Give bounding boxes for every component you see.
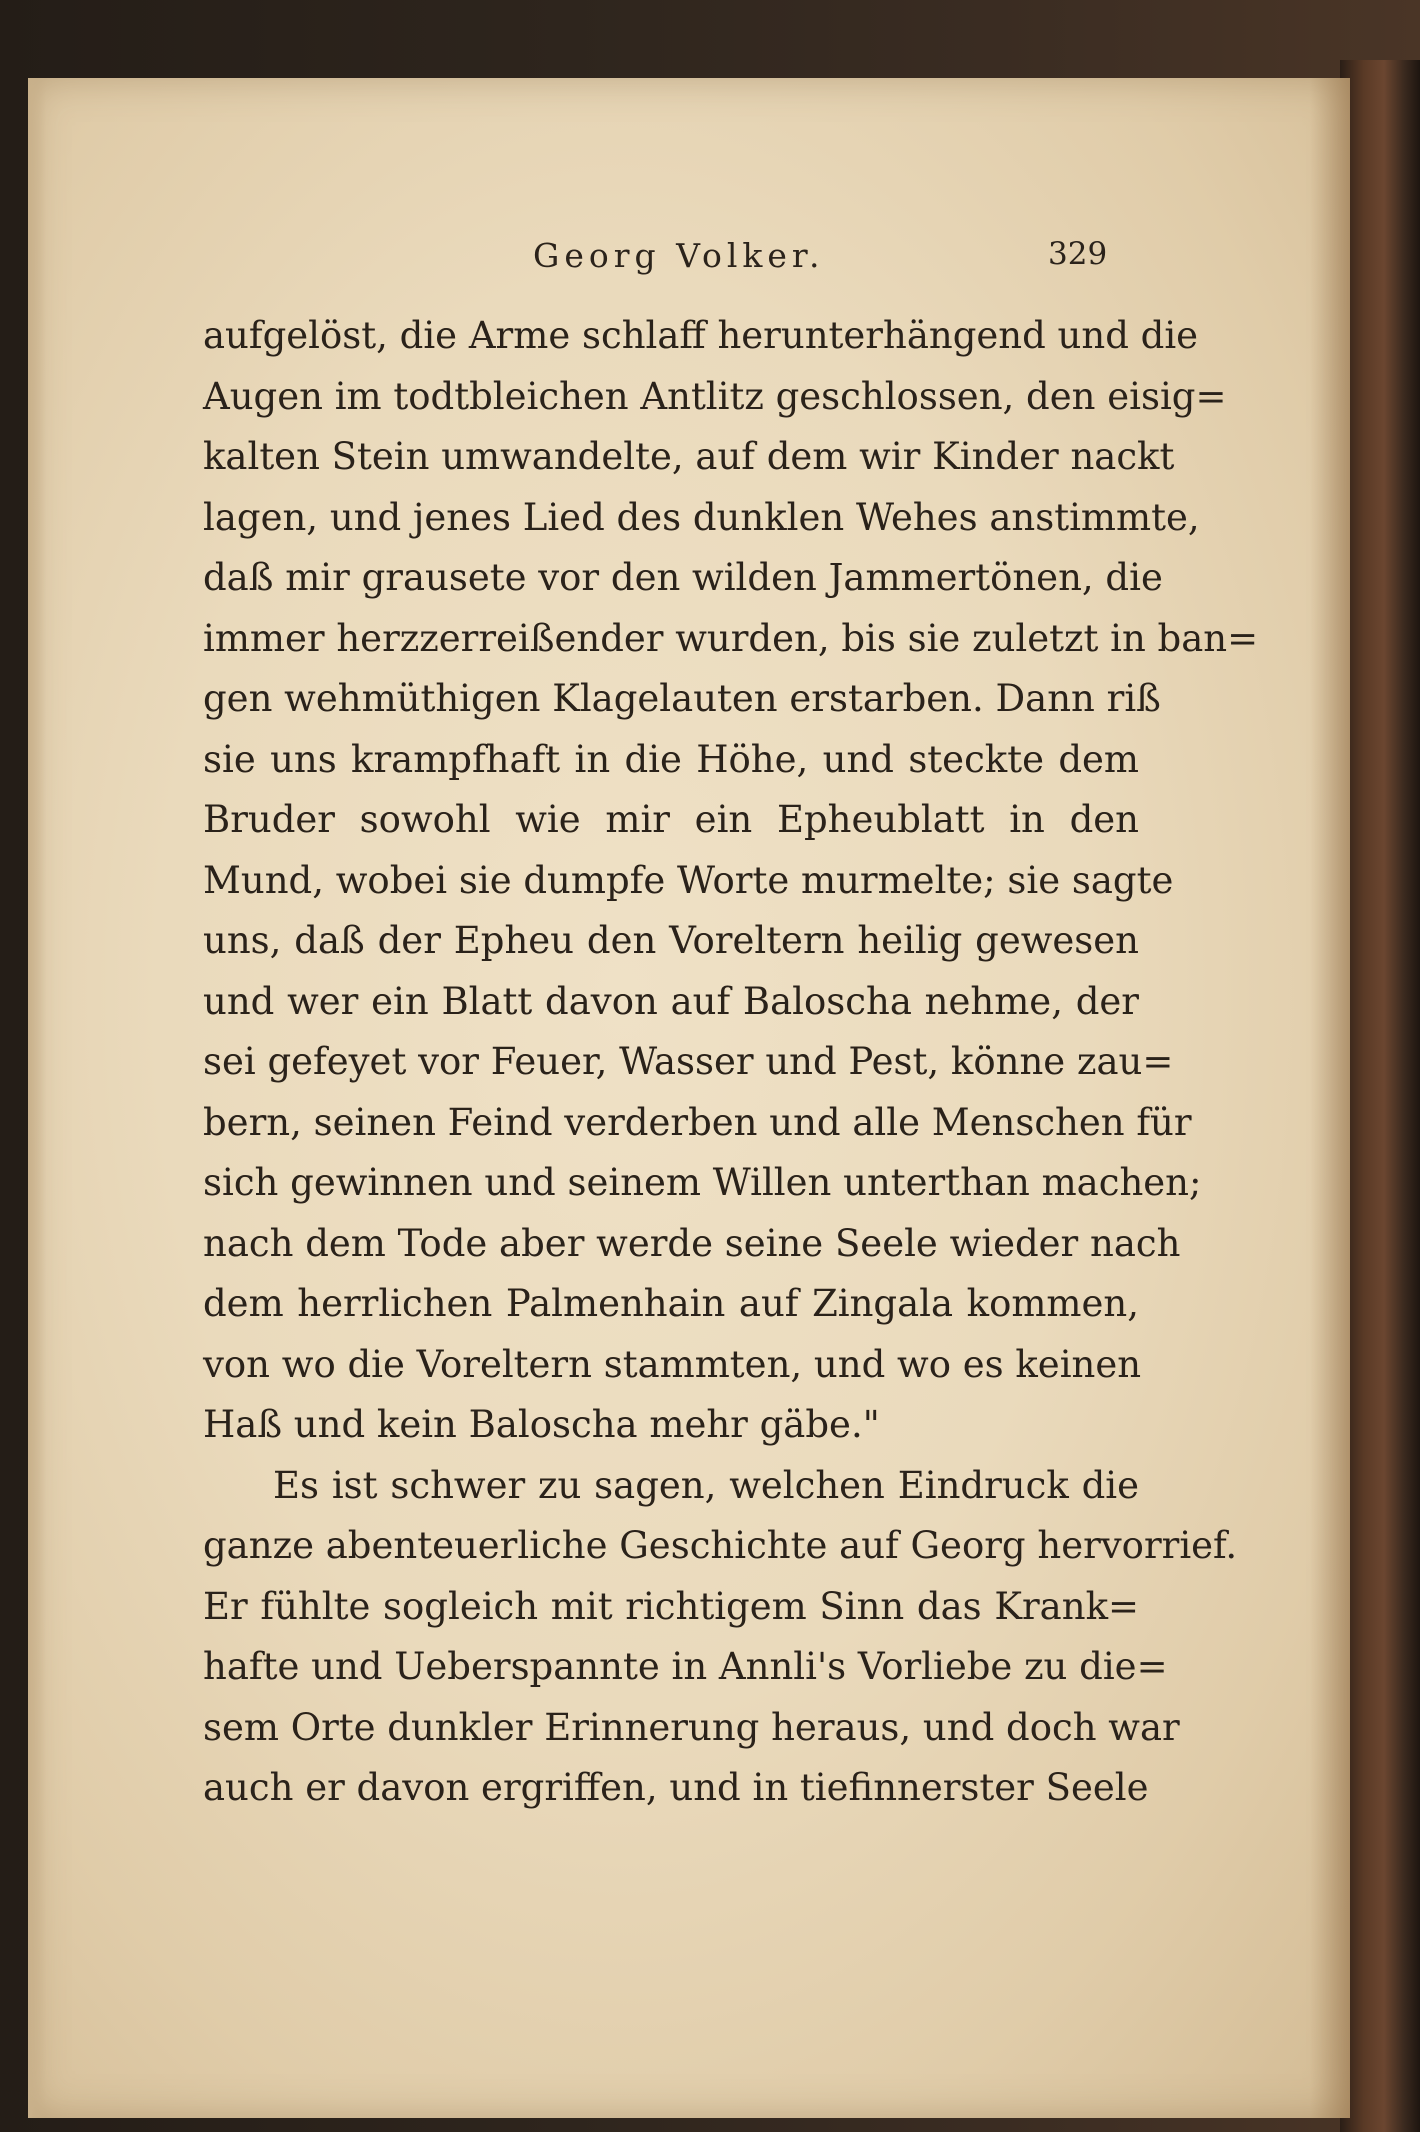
text-line: sem Orte dunkler Erinnerung heraus, und doch war: [203, 1705, 1180, 1749]
text-line: uns, daß der Epheu den Voreltern heilig gewesen: [203, 919, 1139, 962]
text-line: Haß und kein Baloscha mehr gäbe.": [203, 1403, 880, 1446]
text-line: Augen im todtbleichen Antlitz geschlossen, den eisig=: [203, 374, 1227, 418]
running-title: Georg Volker.: [533, 236, 825, 275]
page-number: 329: [1048, 236, 1108, 272]
text-line: bern, seinen Feind verderben und alle Menschen für: [203, 1100, 1192, 1144]
text-line: Bruder sowohl wie mir ein Epheublatt in den: [203, 798, 1139, 841]
text-line: nach dem Tode aber werde seine Seele wieder nach: [203, 1221, 1181, 1265]
text-line: dem herrlichen Palmenhain auf Zingala kommen,: [203, 1282, 1139, 1325]
text-line: sich gewinnen und seinem Willen unterthan machen;: [203, 1161, 1202, 1204]
book-spine-edge: [1340, 60, 1420, 2132]
text-line: Er fühlte sogleich mit richtigem Sinn das Krank=: [203, 1584, 1139, 1628]
text-line: Es ist schwer zu sagen, welchen Eindruck die: [273, 1463, 1139, 1507]
text-line: auch er davon ergriffen, und in tiefinnerster Seele: [203, 1766, 1149, 1809]
text-line: und wer ein Blatt davon auf Baloscha nehme, der: [203, 979, 1139, 1023]
text-line: immer herzzerreißender wurden, bis sie zuletzt in ban=: [203, 616, 1259, 660]
text-line: lagen, und jenes Lied des dunklen Wehes anstimmte,: [203, 495, 1200, 539]
text-line: kalten Stein umwandelte, auf dem wir Kinder nackt: [203, 435, 1175, 478]
body-text: [203, 306, 1259, 1819]
book-page: [28, 78, 1350, 2118]
text-line: Mund, wobei sie dumpfe Worte murmelte; sie sagte: [203, 858, 1174, 902]
text-line: von wo die Voreltern stammten, und wo es keinen: [203, 1342, 1142, 1386]
text-line: aufgelöst, die Arme schlaff herunterhängend und die: [203, 314, 1199, 357]
text-line: ganze abenteuerliche Geschichte auf Georg hervorrief.: [203, 1524, 1238, 1567]
text-line: gen wehmüthigen Klagelauten erstarben. Dann riß: [203, 677, 1161, 720]
text-line: sie uns krampfhaft in die Höhe, und steckte dem: [203, 737, 1139, 781]
text-line: daß mir grausete vor den wilden Jammertönen, die: [203, 556, 1163, 599]
page-header: [28, 228, 1350, 288]
text-line: sei gefeyet vor Feuer, Wasser und Pest, könne zau=: [203, 1040, 1174, 1083]
text-line: hafte und Ueberspannte in Annli's Vorliebe zu die=: [203, 1645, 1168, 1688]
